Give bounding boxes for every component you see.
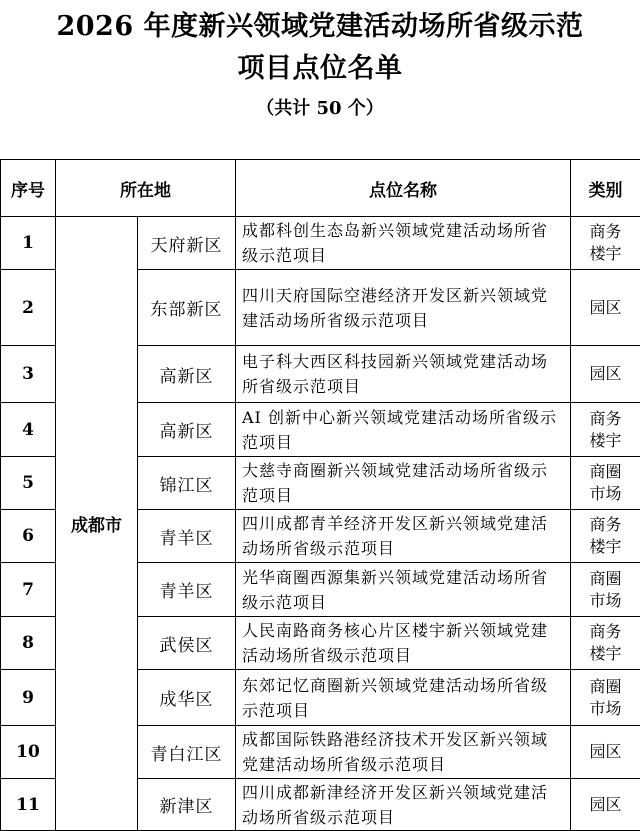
district-cell: 高新区 bbox=[138, 346, 236, 403]
district-cell: 东部新区 bbox=[138, 270, 236, 346]
row-number: 6 bbox=[1, 510, 56, 563]
header-category: 类别 bbox=[571, 160, 640, 217]
district-cell: 青白江区 bbox=[138, 726, 236, 779]
category-line: 园区 bbox=[571, 297, 640, 319]
site-name-cell: 电子科大西区科技园新兴领域党建活动场所省级示范项目 bbox=[236, 346, 571, 403]
row-number: 9 bbox=[1, 670, 56, 726]
table-row bbox=[1, 217, 640, 270]
district-cell: 武侯区 bbox=[138, 617, 236, 670]
row-number: 7 bbox=[1, 563, 56, 617]
header-location: 所在地 bbox=[56, 160, 236, 217]
site-name-cell: 四川成都新津经济开发区新兴领域党建活动场所省级示范项目 bbox=[236, 779, 571, 831]
category-line: 园区 bbox=[571, 363, 640, 385]
category-cell bbox=[571, 779, 640, 831]
category-line: 商务 bbox=[571, 621, 640, 643]
table-body bbox=[1, 217, 640, 831]
district-cell: 青羊区 bbox=[138, 510, 236, 563]
category-line: 商圈 bbox=[571, 568, 640, 590]
category-line: 园区 bbox=[571, 741, 640, 763]
category-line: 商务 bbox=[571, 408, 640, 430]
district-cell: 天府新区 bbox=[138, 217, 236, 270]
site-name-cell: 四川天府国际空港经济开发区新兴领域党建活动场所省级示范项目 bbox=[236, 270, 571, 346]
category-cell bbox=[571, 270, 640, 346]
district-cell: 锦江区 bbox=[138, 457, 236, 510]
category-cell bbox=[571, 217, 640, 270]
city-cell: 成都市 bbox=[56, 217, 138, 831]
category-line: 园区 bbox=[571, 794, 640, 816]
category-line: 市场 bbox=[571, 590, 640, 612]
site-name-cell: 四川成都青羊经济开发区新兴领域党建活动场所省级示范项目 bbox=[236, 510, 571, 563]
site-name-cell: AI 创新中心新兴领域党建活动场所省级示范项目 bbox=[236, 403, 571, 457]
document-title-line2: 项目点位名单 bbox=[0, 46, 640, 85]
header-no: 序号 bbox=[1, 160, 56, 217]
category-line: 市场 bbox=[571, 483, 640, 505]
row-number: 10 bbox=[1, 726, 56, 779]
category-cell bbox=[571, 346, 640, 403]
category-line: 楼宇 bbox=[571, 430, 640, 452]
district-cell: 青羊区 bbox=[138, 563, 236, 617]
category-line: 商圈 bbox=[571, 676, 640, 698]
category-line: 楼宇 bbox=[571, 536, 640, 558]
category-line: 商圈 bbox=[571, 461, 640, 483]
category-line: 商务 bbox=[571, 221, 640, 243]
category-cell bbox=[571, 403, 640, 457]
row-number: 1 bbox=[1, 217, 56, 270]
district-cell: 高新区 bbox=[138, 403, 236, 457]
category-line: 楼宇 bbox=[571, 643, 640, 665]
district-cell: 成华区 bbox=[138, 670, 236, 726]
category-cell bbox=[571, 510, 640, 563]
row-number: 2 bbox=[1, 270, 56, 346]
document-title-line1: 2026 年度新兴领域党建活动场所省级示范 bbox=[0, 4, 640, 43]
site-name-cell: 人民南路商务核心片区楼宇新兴领域党建活动场所省级示范项目 bbox=[236, 617, 571, 670]
category-line: 商务 bbox=[571, 514, 640, 536]
row-number: 4 bbox=[1, 403, 56, 457]
row-number: 8 bbox=[1, 617, 56, 670]
site-name-cell: 成都科创生态岛新兴领域党建活动场所省级示范项目 bbox=[236, 217, 571, 270]
site-name-cell: 光华商圈西源集新兴领域党建活动场所省级示范项目 bbox=[236, 563, 571, 617]
category-cell bbox=[571, 563, 640, 617]
district-cell: 新津区 bbox=[138, 779, 236, 831]
row-number: 11 bbox=[1, 779, 56, 831]
site-name-cell: 东郊记忆商圈新兴领域党建活动场所省级示范项目 bbox=[236, 670, 571, 726]
site-name-cell: 大慈寺商圈新兴领域党建活动场所省级示范项目 bbox=[236, 457, 571, 510]
project-list-table bbox=[0, 159, 640, 831]
site-name-cell: 成都国际铁路港经济技术开发区新兴领域党建活动场所省级示范项目 bbox=[236, 726, 571, 779]
row-number: 3 bbox=[1, 346, 56, 403]
header-name: 点位名称 bbox=[236, 160, 571, 217]
category-cell bbox=[571, 726, 640, 779]
category-line: 市场 bbox=[571, 698, 640, 720]
category-cell bbox=[571, 457, 640, 510]
category-line: 楼宇 bbox=[571, 243, 640, 265]
row-number: 5 bbox=[1, 457, 56, 510]
category-cell bbox=[571, 617, 640, 670]
table-header-row bbox=[1, 160, 640, 217]
category-cell bbox=[571, 670, 640, 726]
document-subtitle: （共计 50 个） bbox=[0, 94, 640, 120]
